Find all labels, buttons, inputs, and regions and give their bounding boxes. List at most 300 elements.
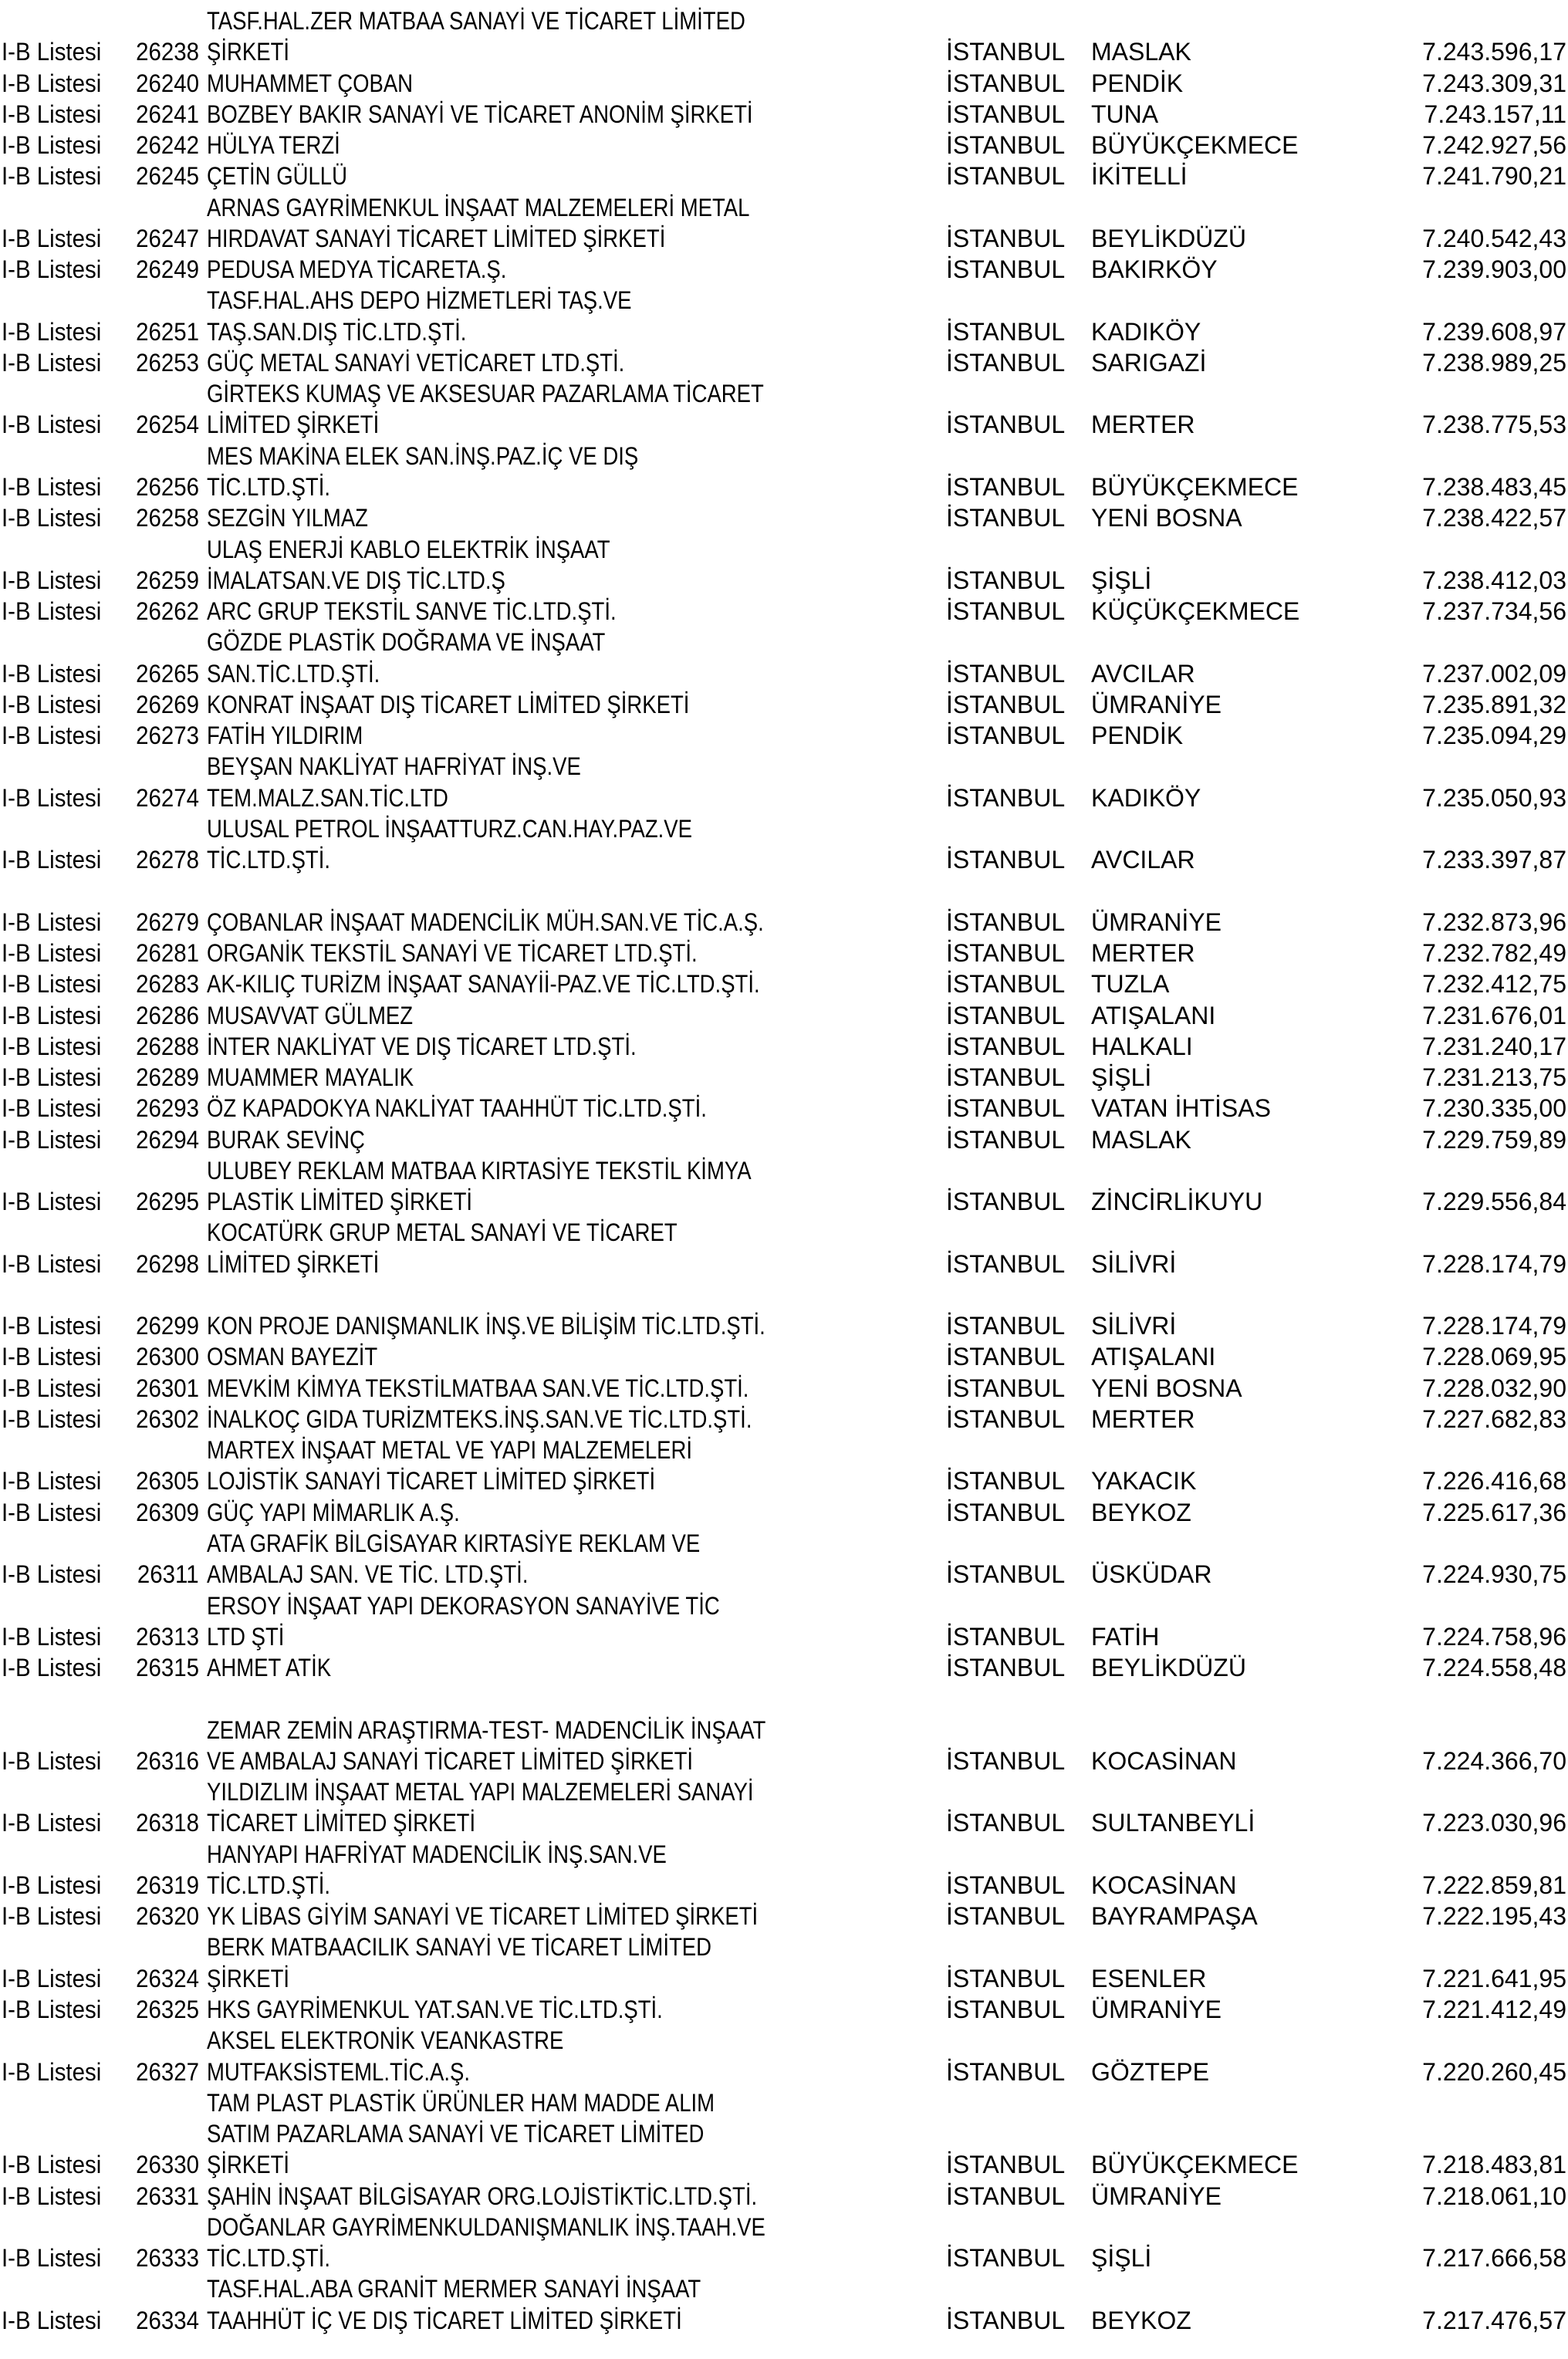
amount: 7.232.412,75: [1422, 970, 1566, 999]
city: İSTANBUL: [946, 1746, 1066, 1775]
record-number: 26240: [136, 69, 199, 97]
company-name: ÇETİN GÜLLÜ: [207, 162, 347, 191]
row-line: [0, 130, 1568, 161]
district: SİLİVRİ: [1091, 1312, 1177, 1340]
row-line: [0, 192, 1568, 223]
table-row: [0, 1528, 1568, 1590]
amount: 7.232.873,96: [1422, 907, 1566, 936]
record-number: 26249: [136, 255, 199, 284]
list-label: I-B Listesi: [2, 1902, 102, 1931]
amount: 7.231.676,01: [1422, 1001, 1566, 1029]
row-line: [0, 347, 1568, 378]
district: AVCILAR: [1091, 659, 1195, 688]
company-name: MUAMMER MAYALIK: [207, 1063, 414, 1092]
row-line: [0, 1124, 1568, 1155]
company-name: ATA GRAFİK BİLGİSAYAR KIRTASİYE REKLAM VE: [207, 1529, 701, 1558]
company-name: ŞAHİN İNŞAAT BİLGİSAYAR ORG.LOJİSTİKTİC.LTD.ŞTİ.: [207, 2182, 758, 2210]
district: İKİTELLİ: [1091, 162, 1188, 191]
list-label: I-B Listesi: [2, 504, 102, 532]
company-name: MES MAKİNA ELEK SAN.İNŞ.PAZ.İÇ VE DIŞ: [207, 441, 639, 470]
company-name: İNTER NAKLİYAT VE DIŞ TİCARET LTD.ŞTİ.: [207, 1032, 637, 1060]
city: İSTANBUL: [946, 690, 1066, 718]
list-label: I-B Listesi: [2, 224, 102, 252]
city: İSTANBUL: [946, 2057, 1066, 2086]
record-number: 26302: [136, 1404, 199, 1433]
row-line: [0, 285, 1568, 316]
table-row: [0, 1590, 1568, 1653]
row-line: [0, 1497, 1568, 1528]
row-line: [0, 1776, 1568, 1807]
city: İSTANBUL: [946, 1809, 1066, 1837]
district: ESENLER: [1091, 1964, 1207, 1992]
row-line: [0, 1839, 1568, 1870]
blank-line: [0, 1683, 1568, 1714]
table-row: [0, 2181, 1568, 2212]
company-name: PEDUSA MEDYA TİCARETA.Ş.: [207, 255, 507, 284]
company-name: TAAHHÜT İÇ VE DIŞ TİCARET LİMİTED ŞİRKETİ: [207, 2306, 682, 2334]
city: İSTANBUL: [946, 472, 1066, 501]
company-name: AMBALAJ SAN. VE TİC. LTD.ŞTİ.: [207, 1560, 529, 1589]
company-name: HIRDAVAT SANAYİ TİCARET LİMİTED ŞİRKETİ: [207, 224, 666, 252]
amount: 7.225.617,36: [1422, 1498, 1566, 1526]
district: YENİ BOSNA: [1091, 504, 1242, 532]
amount: 7.238.775,53: [1422, 411, 1566, 439]
table-row: [0, 441, 1568, 503]
amount: 7.239.608,97: [1422, 317, 1566, 346]
list-label: I-B Listesi: [2, 100, 102, 128]
table-row: [0, 968, 1568, 999]
row-line: [0, 658, 1568, 689]
table-row: [0, 5, 1568, 68]
row-line: [0, 534, 1568, 565]
list-label: I-B Listesi: [2, 722, 102, 750]
city: İSTANBUL: [946, 1374, 1066, 1402]
row-line: [0, 1746, 1568, 1776]
district: BEYLİKDÜZÜ: [1091, 1654, 1246, 1682]
list-label: I-B Listesi: [2, 348, 102, 377]
record-number: 26319: [136, 1871, 199, 1899]
table-row: [0, 1497, 1568, 1528]
row-line: [0, 1528, 1568, 1559]
list-label: I-B Listesi: [2, 970, 102, 999]
list-label: I-B Listesi: [2, 2057, 102, 2086]
amount: 7.229.759,89: [1422, 1125, 1566, 1154]
company-name: FATİH YILDIRIM: [207, 722, 363, 750]
district: MASLAK: [1091, 1125, 1191, 1154]
company-name: ULUSAL PETROL İNŞAATTURZ.CAN.HAY.PAZ.VE: [207, 814, 693, 843]
row-line: [0, 1404, 1568, 1435]
list-label: I-B Listesi: [2, 1622, 102, 1651]
company-name: TASF.HAL.ABA GRANİT MERMER SANAYİ İNŞAAT: [207, 2275, 701, 2303]
row-line: [0, 2087, 1568, 2118]
amount: 7.217.476,57: [1422, 2306, 1566, 2334]
list-label: I-B Listesi: [2, 1094, 102, 1123]
row-line: [0, 2305, 1568, 2336]
record-number: 26279: [136, 907, 199, 936]
company-name: LİMİTED ŞİRKETİ: [207, 411, 380, 439]
record-number: 26305: [136, 1467, 199, 1495]
table-row: [0, 1435, 1568, 1497]
list-label: I-B Listesi: [2, 597, 102, 626]
city: İSTANBUL: [946, 1125, 1066, 1154]
table-row: [0, 99, 1568, 130]
record-number: 26242: [136, 131, 199, 160]
row-line: [0, 2057, 1568, 2087]
city: İSTANBUL: [946, 597, 1066, 626]
list-label: I-B Listesi: [2, 411, 102, 439]
company-name: KON PROJE DANIŞMANLIK İNŞ.VE BİLİŞİM TİC.LTD.ŞTİ.: [207, 1312, 765, 1340]
table-row: [0, 130, 1568, 161]
row-line: [0, 782, 1568, 813]
record-number: 26238: [136, 38, 199, 66]
company-name: ŞİRKETİ: [207, 38, 290, 66]
amount: 7.221.412,49: [1422, 1996, 1566, 2023]
row-line: [0, 1373, 1568, 1404]
row-line: [0, 1559, 1568, 1590]
row-line: [0, 161, 1568, 191]
row-line: [0, 5, 1568, 36]
amount: 7.228.032,90: [1422, 1374, 1566, 1402]
list-label: I-B Listesi: [2, 1964, 102, 1992]
company-name: TİC.LTD.ŞTİ.: [207, 472, 331, 501]
district: BEYKOZ: [1091, 1498, 1191, 1526]
district: GÖZTEPE: [1091, 2057, 1209, 2086]
company-name: BERK MATBAACILIK SANAYİ VE TİCARET LİMİTED: [207, 1933, 712, 1962]
city: İSTANBUL: [946, 1032, 1066, 1060]
table-row: [0, 938, 1568, 968]
city: İSTANBUL: [946, 2306, 1066, 2334]
city: İSTANBUL: [946, 1063, 1066, 1092]
list-label: I-B Listesi: [2, 1125, 102, 1154]
table-row: [0, 1217, 1568, 1279]
record-number: 26309: [136, 1498, 199, 1526]
record-number: 26318: [136, 1809, 199, 1837]
row-line: [0, 1093, 1568, 1124]
table-row: [0, 1155, 1568, 1218]
row-line: [0, 565, 1568, 596]
company-name: GİRTEKS KUMAŞ VE AKSESUAR PAZARLAMA TİCARET: [207, 380, 764, 408]
table-row: [0, 2212, 1568, 2274]
row-line: [0, 99, 1568, 130]
district: FATİH: [1091, 1622, 1160, 1651]
company-name: KONRAT İNŞAAT DIŞ TİCARET LİMİTED ŞİRKETİ: [207, 690, 690, 718]
row-line: [0, 2149, 1568, 2180]
list-label: I-B Listesi: [2, 690, 102, 718]
amount: 7.223.030,96: [1422, 1809, 1566, 1837]
city: İSTANBUL: [946, 1249, 1066, 1278]
company-name: LOJİSTİK SANAYİ TİCARET LİMİTED ŞİRKETİ: [207, 1467, 656, 1495]
district: ŞİŞLİ: [1091, 2244, 1152, 2273]
amount: 7.235.094,29: [1422, 722, 1566, 750]
company-name: GÜÇ YAPI MİMARLIK A.Ş.: [207, 1498, 460, 1526]
company-name: ERSOY İNŞAAT YAPI DEKORASYON SANAYİVE TİC: [207, 1591, 720, 1620]
record-number: 26265: [136, 659, 199, 688]
row-line: [0, 1901, 1568, 1931]
company-name: ŞİRKETİ: [207, 1964, 290, 1992]
company-name: ÖZ KAPADOKYA NAKLİYAT TAAHHÜT TİC.LTD.ŞTİ.: [207, 1094, 707, 1123]
company-name: HÜLYA TERZİ: [207, 131, 340, 160]
list-label: I-B Listesi: [2, 2244, 102, 2273]
row-line: [0, 1155, 1568, 1186]
table-row: [0, 689, 1568, 720]
company-name: TAM PLAST PLASTİK ÜRÜNLER HAM MADDE ALIM: [207, 2088, 715, 2117]
amount: 7.218.483,81: [1422, 2151, 1566, 2179]
record-number: 26299: [136, 1312, 199, 1340]
amount: 7.242.927,56: [1422, 131, 1566, 160]
table-row: [0, 285, 1568, 347]
list-label: I-B Listesi: [2, 783, 102, 812]
district: ÜMRANİYE: [1091, 907, 1222, 936]
record-number: 26331: [136, 2182, 199, 2210]
city: İSTANBUL: [946, 1467, 1066, 1495]
company-name: MUTFAKSİSTEML.TİC.A.Ş.: [207, 2057, 470, 2086]
city: İSTANBUL: [946, 1560, 1066, 1589]
city: İSTANBUL: [946, 1312, 1066, 1340]
table-row: [0, 378, 1568, 441]
list-label: I-B Listesi: [2, 1809, 102, 1837]
company-name: ULUBEY REKLAM MATBAA KIRTASİYE TEKSTİL KİMYA: [207, 1156, 752, 1185]
district: MERTER: [1091, 411, 1195, 439]
amount: 7.238.483,45: [1422, 472, 1566, 501]
company-name: GÖZDE PLASTİK DOĞRAMA VE İNŞAAT: [207, 628, 606, 657]
district: ATIŞALANI: [1091, 1001, 1216, 1029]
amount: 7.227.682,83: [1422, 1404, 1566, 1433]
amount: 7.230.335,00: [1422, 1094, 1566, 1123]
amount: 7.238.412,03: [1422, 566, 1566, 594]
city: İSTANBUL: [946, 224, 1066, 252]
row-line: [0, 1994, 1568, 2025]
table-row: [0, 2087, 1568, 2181]
table-row: [0, 1839, 1568, 1901]
list-label: I-B Listesi: [2, 1001, 102, 1029]
city: İSTANBUL: [946, 2182, 1066, 2210]
city: İSTANBUL: [946, 255, 1066, 284]
district: ÜMRANİYE: [1091, 1996, 1222, 2023]
company-name: HANYAPI HAFRİYAT MADENCİLİK İNŞ.SAN.VE: [207, 1840, 667, 1868]
company-name: TASF.HAL.ZER MATBAA SANAYİ VE TİCARET LİMİTED: [207, 7, 745, 35]
row-line: [0, 1217, 1568, 1248]
city: İSTANBUL: [946, 722, 1066, 750]
row-line: [0, 751, 1568, 782]
record-number: 26283: [136, 970, 199, 999]
list-label: I-B Listesi: [2, 659, 102, 688]
table-row: [0, 1715, 1568, 1777]
company-name: TEM.MALZ.SAN.TİC.LTD: [207, 783, 448, 812]
row-line: [0, 68, 1568, 99]
amount: 7.233.397,87: [1422, 846, 1566, 874]
amount: 7.235.891,32: [1422, 690, 1566, 718]
blank-line: [0, 875, 1568, 906]
record-number: 26316: [136, 1746, 199, 1775]
row-line: [0, 36, 1568, 67]
record-number: 26241: [136, 100, 199, 128]
row-line: [0, 378, 1568, 409]
company-name: PLASTİK LİMİTED ŞİRKETİ: [207, 1188, 473, 1216]
city: İSTANBUL: [946, 2244, 1066, 2273]
district: BÜYÜKÇEKMECE: [1091, 131, 1299, 160]
company-name: TASF.HAL.AHS DEPO HİZMETLERİ TAŞ.VE: [207, 286, 632, 315]
table-row: [0, 2025, 1568, 2087]
company-name: TİC.LTD.ŞTİ.: [207, 2244, 331, 2273]
record-number: 26251: [136, 317, 199, 346]
table-row: [0, 2273, 1568, 2336]
record-number: 26274: [136, 783, 199, 812]
table-row: [0, 347, 1568, 378]
row-line: [0, 1590, 1568, 1621]
amount: 7.229.556,84: [1422, 1188, 1566, 1216]
list-label: I-B Listesi: [2, 907, 102, 936]
company-name: TİC.LTD.ŞTİ.: [207, 846, 331, 874]
record-number: 26262: [136, 597, 199, 626]
record-number: 26269: [136, 690, 199, 718]
amount: 7.228.174,79: [1422, 1312, 1566, 1340]
company-name: TAŞ.SAN.DIŞ TİC.LTD.ŞTİ.: [207, 317, 467, 346]
list-label: I-B Listesi: [2, 1312, 102, 1340]
table-row: [0, 161, 1568, 191]
company-name: MEVKİM KİMYA TEKSTİLMATBAA SAN.VE TİC.LTD.ŞTİ.: [207, 1374, 749, 1402]
list-label: I-B Listesi: [2, 38, 102, 66]
record-number: 26286: [136, 1001, 199, 1029]
city: İSTANBUL: [946, 970, 1066, 999]
row-line: [0, 441, 1568, 471]
record-number: 26313: [136, 1622, 199, 1651]
row-line: [0, 1963, 1568, 1994]
district: TUZLA: [1091, 970, 1170, 999]
district: ŞİŞLİ: [1091, 566, 1152, 594]
city: İSTANBUL: [946, 846, 1066, 874]
row-line: [0, 2242, 1568, 2273]
amount: 7.235.050,93: [1422, 783, 1566, 812]
company-name: MARTEX İNŞAAT METAL VE YAPI MALZEMELERİ: [207, 1436, 693, 1465]
district: SULTANBEYLİ: [1091, 1809, 1255, 1837]
row-line: [0, 1186, 1568, 1217]
company-name: OSMAN BAYEZİT: [207, 1343, 378, 1371]
row-line: [0, 1310, 1568, 1341]
amount: 7.240.542,43: [1422, 224, 1566, 252]
blank-line: [0, 1279, 1568, 1310]
amount: 7.228.174,79: [1422, 1249, 1566, 1278]
company-name: MUHAMMET ÇOBAN: [207, 69, 414, 97]
record-number: 26278: [136, 846, 199, 874]
company-name: BEYŞAN NAKLİYAT HAFRİYAT İNŞ.VE: [207, 752, 581, 781]
table-row: [0, 907, 1568, 938]
district: BEYLİKDÜZÜ: [1091, 224, 1246, 252]
amount: 7.237.002,09: [1422, 659, 1566, 688]
list-label: I-B Listesi: [2, 2306, 102, 2334]
list-label: I-B Listesi: [2, 1032, 102, 1060]
record-number: 26298: [136, 1249, 199, 1278]
amount: 7.224.366,70: [1422, 1746, 1566, 1775]
amount: 7.226.416,68: [1422, 1467, 1566, 1495]
row-line: [0, 2212, 1568, 2242]
company-name: YK LİBAS GİYİM SANAYİ VE TİCARET LİMİTED ŞİRKETİ: [207, 1902, 759, 1931]
table-row: [0, 1093, 1568, 1124]
record-number: 26259: [136, 566, 199, 594]
district: PENDİK: [1091, 722, 1184, 750]
city: İSTANBUL: [946, 348, 1066, 377]
company-name: HKS GAYRİMENKUL YAT.SAN.VE TİC.LTD.ŞTİ.: [207, 1996, 663, 2023]
district: KADIKÖY: [1091, 317, 1201, 346]
table-row: [0, 1341, 1568, 1372]
city: İSTANBUL: [946, 2151, 1066, 2179]
row-line: [0, 2118, 1568, 2149]
list-label: I-B Listesi: [2, 938, 102, 967]
table-row: [0, 68, 1568, 99]
amount: 7.237.734,56: [1422, 597, 1566, 626]
table-row: [0, 751, 1568, 813]
row-line: [0, 813, 1568, 844]
amount: 7.243.309,31: [1422, 69, 1566, 97]
city: İSTANBUL: [946, 1654, 1066, 1682]
table-row: [0, 596, 1568, 627]
district: SİLİVRİ: [1091, 1249, 1177, 1278]
row-line: [0, 938, 1568, 968]
city: İSTANBUL: [946, 1964, 1066, 1992]
amount: 7.222.859,81: [1422, 1871, 1566, 1899]
company-name: ŞİRKETİ: [207, 2151, 290, 2179]
amount: 7.222.195,43: [1422, 1902, 1566, 1931]
company-name: ÇOBANLAR İNŞAAT MADENCİLİK MÜH.SAN.VE TİC.A.Ş.: [207, 907, 764, 936]
row-line: [0, 1435, 1568, 1465]
city: İSTANBUL: [946, 162, 1066, 191]
company-name: SEZGİN YILMAZ: [207, 504, 368, 532]
company-name: TİC.LTD.ŞTİ.: [207, 1871, 331, 1899]
amount: 7.232.782,49: [1422, 938, 1566, 967]
amount: 7.217.666,58: [1422, 2244, 1566, 2273]
row-line: [0, 223, 1568, 254]
company-name: BOZBEY BAKIR SANAYİ VE TİCARET ANONİM ŞİRKETİ: [207, 100, 753, 128]
list-label: I-B Listesi: [2, 162, 102, 191]
district: BAKIRKÖY: [1091, 255, 1218, 284]
record-number: 26334: [136, 2306, 199, 2334]
table-row: [0, 1062, 1568, 1093]
company-name: TİCARET LİMİTED ŞİRKETİ: [207, 1809, 476, 1837]
city: İSTANBUL: [946, 1996, 1066, 2023]
district: MERTER: [1091, 938, 1195, 967]
list-label: I-B Listesi: [2, 317, 102, 346]
company-name: AKSEL ELEKTRONİK VEANKASTRE: [207, 2026, 564, 2055]
row-line: [0, 1341, 1568, 1372]
record-number: 26311: [137, 1560, 199, 1589]
row-line: [0, 1249, 1568, 1279]
record-number: 26315: [136, 1654, 199, 1682]
list-label: I-B Listesi: [2, 2182, 102, 2210]
amount: 7.231.213,75: [1422, 1063, 1566, 1092]
row-line: [0, 2181, 1568, 2212]
district: BAYRAMPAŞA: [1091, 1902, 1258, 1931]
list-label: I-B Listesi: [2, 1654, 102, 1682]
amount: 7.224.758,96: [1422, 1622, 1566, 1651]
city: İSTANBUL: [946, 1188, 1066, 1216]
company-name: DOĞANLAR GAYRİMENKULDANIŞMANLIK İNŞ.TAAH.VE: [207, 2212, 765, 2241]
list-label: I-B Listesi: [2, 1343, 102, 1371]
row-line: [0, 627, 1568, 657]
district: YENİ BOSNA: [1091, 1374, 1242, 1402]
record-number: 26253: [136, 348, 199, 377]
district: KÜÇÜKÇEKMECE: [1091, 597, 1300, 626]
amount: 7.221.641,95: [1422, 1964, 1566, 1992]
list-label: I-B Listesi: [2, 1374, 102, 1402]
city: İSTANBUL: [946, 411, 1066, 439]
row-line: [0, 907, 1568, 938]
record-number: 26300: [136, 1343, 199, 1371]
table-row: [0, 813, 1568, 876]
table-row: [0, 1373, 1568, 1404]
company-name: AK-KILIÇ TURİZM İNŞAAT SANAYİİ-PAZ.VE TİC.LTD.ŞTİ.: [207, 970, 760, 999]
record-number: 26320: [136, 1902, 199, 1931]
record-number: 26289: [136, 1063, 199, 1092]
company-name: GÜÇ METAL SANAYİ VETİCARET LTD.ŞTİ.: [207, 348, 625, 377]
